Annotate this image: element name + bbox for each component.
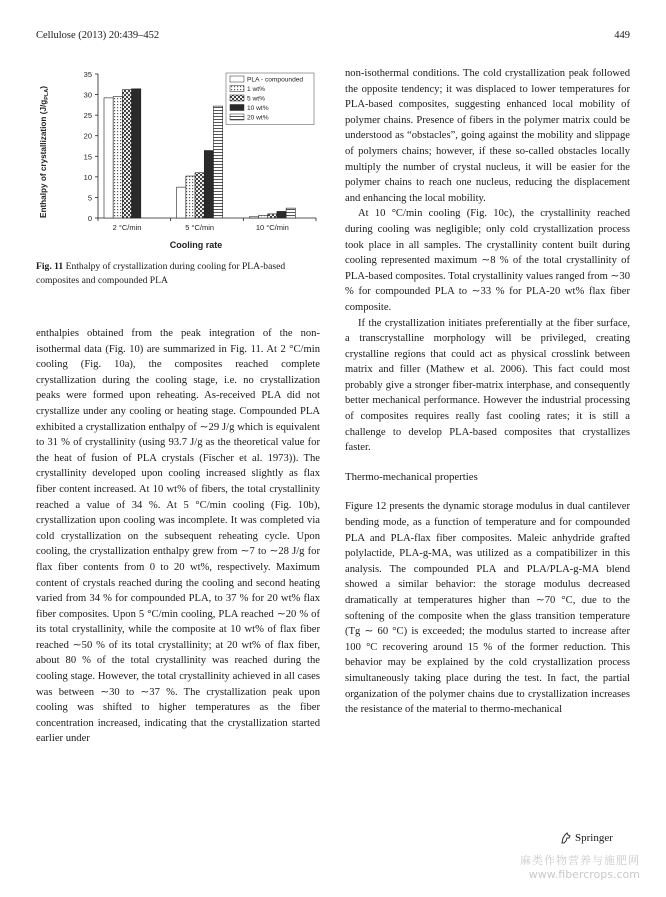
- bar: [213, 106, 222, 218]
- caption-label: Fig. 11: [36, 261, 64, 272]
- watermark-line-2: www.fibercrops.com: [528, 868, 640, 881]
- figure-caption: [36, 260, 322, 288]
- publisher-name: Springer: [575, 832, 613, 844]
- bar: [113, 97, 122, 218]
- bar: [268, 214, 277, 218]
- x-tick-label: 10 °C/min: [255, 223, 289, 232]
- y-tick-label: 15: [83, 152, 92, 162]
- legend-label: 1 wt%: [247, 86, 265, 93]
- y-tick-label: 25: [83, 111, 92, 121]
- bar: [286, 208, 295, 218]
- legend-label: PLA - compounded: [247, 76, 304, 84]
- watermark-line-1: 麻类作物营养与施肥网: [520, 854, 640, 867]
- bar: [122, 90, 131, 218]
- bar: [177, 187, 186, 218]
- legend-label: 10 wt%: [247, 105, 269, 112]
- paragraph: If the crystallization initiates preferentially at the fiber surface, a transcrystalline morphology will be privileged, creating crystalline regions that could act as physical crosslink between matrix and filler (Mathew et al. 2006). This fact could most probably give a stronger fiber-matrix interphase, and consequently better mechanical performance. However the industrial processing of composites requires really fast cooling rates; it is still a challenge to develop PLA-based composites that crystallizes faster.: [345, 317, 630, 454]
- legend-swatch: [230, 114, 244, 120]
- bar: [259, 216, 268, 218]
- page-number: 449: [614, 30, 630, 41]
- bar: [195, 173, 204, 218]
- bar: [104, 98, 113, 218]
- legend-swatch: [230, 95, 244, 101]
- y-tick-label: 5: [87, 193, 92, 203]
- springer-logo: [560, 832, 613, 844]
- bar: [249, 217, 258, 218]
- section-heading: Thermo-mechanical properties: [345, 470, 478, 483]
- legend-swatch: [230, 86, 244, 92]
- bar-chart: [36, 62, 322, 252]
- y-tick-label: 30: [83, 90, 92, 100]
- watermark: [520, 852, 640, 881]
- bar: [132, 89, 141, 218]
- bar: [277, 211, 286, 218]
- y-tick-label: 10: [83, 172, 92, 182]
- x-axis-label: Cooling rate: [169, 240, 223, 250]
- figure-11: [36, 62, 322, 252]
- springer-horse-icon: [560, 832, 572, 844]
- bar: [186, 176, 195, 218]
- y-axis-label: Enthalpy of crystallization $(J/g_{PLA})$: [39, 85, 50, 219]
- y-tick-label: 20: [83, 131, 92, 141]
- left-column: [36, 326, 320, 747]
- x-tick-label: 5 °C/min: [185, 223, 215, 232]
- right-column: [345, 66, 630, 718]
- running-header-journal: Cellulose (2013) 20:439–452: [36, 30, 160, 41]
- paragraph: non-isothermal conditions. The cold crystallization peak followed the opposite tendency; it was displaced to lower temperatures for PLA-based composites, suggesting enhanced local mobility of polymer chains. Presence of fibers in the polymer matrix could be understood as “obstacles”, going against the mobility and slippage of polymers chains; however, if these so-called obstacles locally multiply the number of crystal nucleus, it will be easier for the polymer chains to reach one nucleus, reducing the displacement and enhancing the local mobility.: [345, 68, 630, 204]
- y-tick-label: 35: [83, 70, 92, 79]
- x-tick-label: 2 °C/min: [112, 223, 142, 232]
- caption-text: Enthalpy of crystallization during cooling for PLA-based composites and compounded PLA: [36, 261, 286, 286]
- y-tick-label: 0: [87, 214, 92, 223]
- legend-swatch: [230, 105, 244, 111]
- bar: [204, 151, 213, 218]
- legend-label: 5 wt%: [247, 95, 265, 103]
- legend-label: 20 wt%: [247, 114, 269, 122]
- legend-swatch: [230, 76, 244, 82]
- paragraph: enthalpies obtained from the peak integration of the non-isothermal data (Fig. 10) are summarized in Fig. 11. At 2 °C/min cooling (Fig. 10a), the composites reached complete crystallization during the cooling stage, i.e. no crystallization peaks were formed upon reheating. As-received PLA did not crystallize under any cooling or heating stage. Compounded PLA exhibited a crystallization enthalpy of ∼29 J/g which is equivalent to 31 % of crystallinity (using 93.7 J/g as the theoretical value for the heat of fusion of PLA crystals (Fischer et al. 1973)). The crystallinity developed upon cooling increased slightly as flax fiber content increased. At 10 wt% of fibers, the total crystallinity reached a value of 34 %. At 5 °C/min cooling (Fig. 10b), crystallization upon cooling was incomplete. It was completed via cold crystallization on the subsequent reheating cycle. Upon cooling, the crystallization enthalpy grew from ∼7 to ∼28 J/g for flax fiber contents from 0 to 20 wt%, respectively. Maximum content of crystals reached during the cooling and second heating varied from 34 % for compounded PLA, to 37 % for 20 wt% flax fiber composites. Upon 5 °C/min cooling, PLA reached ∼20 % of its total crystallinity, while the composite at 10 wt% of flax fiber reached ∼50 % of its total crystallinity; at 20 wt% of flax fiber, about 80 % of the total crystallinity was reached during the cooling stage. However, the total crystallinity achieved in all cases was between ∼30 to ∼37 %. The crystallization peak upon cooling was shifted to higher temperatures as the fiber concentration increased, indicating that the crystallization started earlier under: [36, 328, 320, 745]
- paragraph: At 10 °C/min cooling (Fig. 10c), the crystallinity reached during cooling was negligible; only cold crystallization process took place in all samples. The crystallinity content built during cooling represented maximum ∼8 % of the total crystallinity of PLA-based composites. Total crystallinity values ranged from ∼30 % for compounded PLA to ∼33 % for PLA-20 wt% flax fiber composite.: [345, 208, 630, 313]
- paragraph: Figure 12 presents the dynamic storage modulus in dual cantilever bending mode, as a function of temperature and for compounded PLA and PLA-flax fiber composites. Maleic anhydride grafted polylactide, PLA-g-MA, was utilized as a compatibilizer in this analysis. The compounded PLA and PLA/PLA-g-MA blend showed a similar behavior: the storage modulus decreased dramatically at temperatures higher than ∼70 °C, due to the softening of the composite when the glass transition temperature (Tg ∼ 60 °C) is exceeded; the modulus started to increase after 100 °C recovering around 15 % of the former reduction. This behavior may be explained by the cold crystallization process simultaneously taking place during the test. In fact, the partial organization of the polymer chains due to crystallization increases the resistance of the material to thermo-mechanical: [345, 501, 630, 716]
